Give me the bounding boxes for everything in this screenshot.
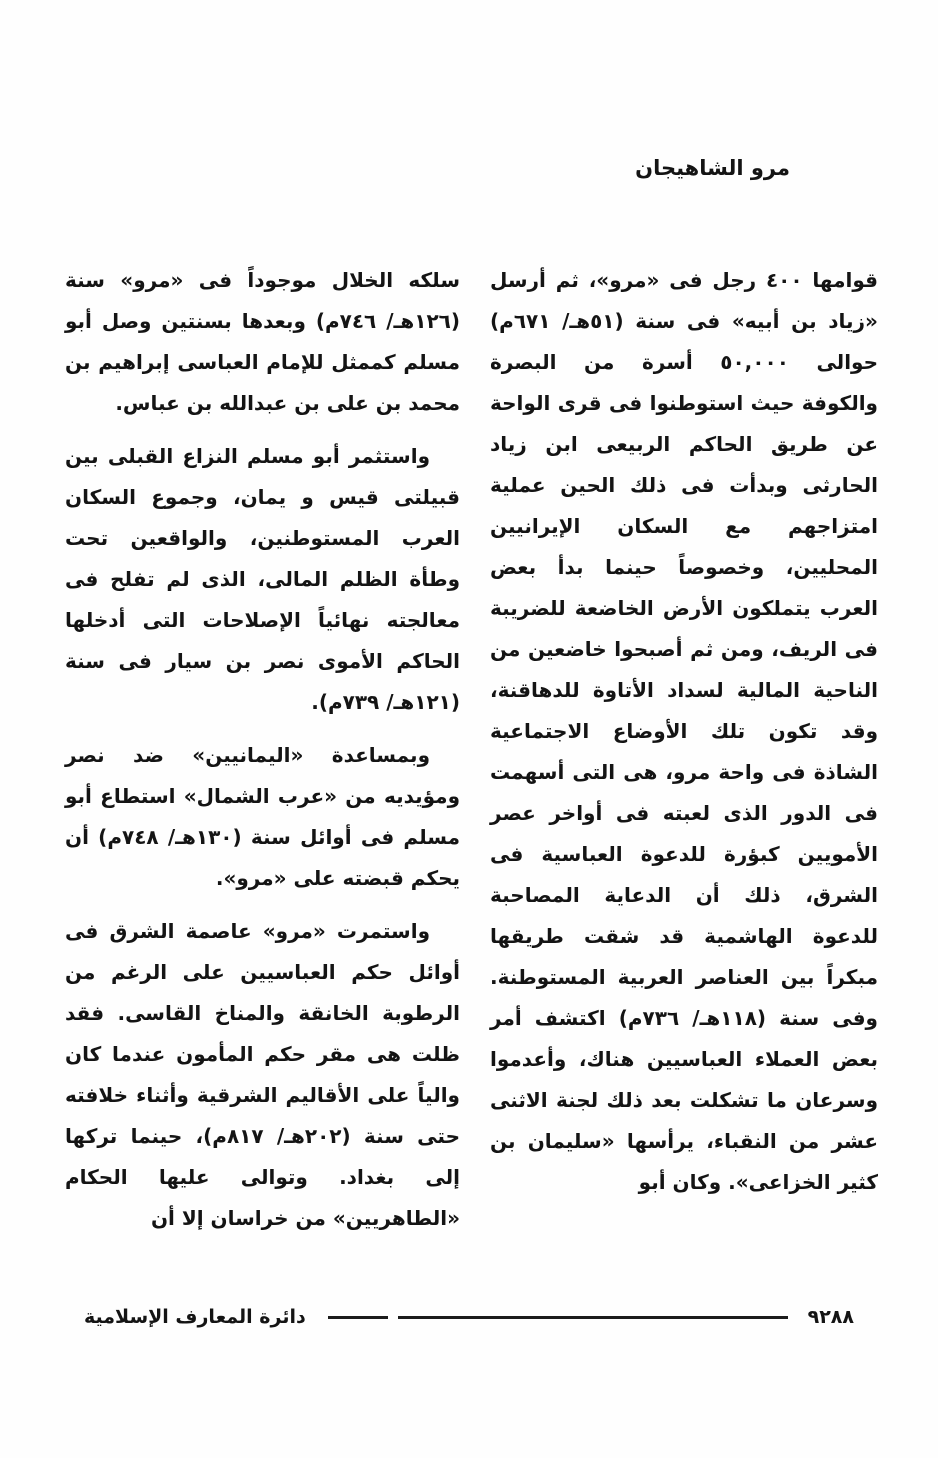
- column-right: [490, 260, 878, 1239]
- paragraph: سلكه الخلال موجوداً فى «مرو» سنة (١٢٦هـ/ ٧٤٦م) وبعدها بسنتين وصل أبو مسلم كممثل للإمام العباسى إبراهيم بن محمد بن على بن عبدالله بن عباس.: [65, 268, 460, 415]
- paragraph: وبمساعدة «اليمانيين» ضد نصر ومؤيديه من «عرب الشمال» استطاع أبو مسلم فى أوائل سنة (١٣٠هـ/ ٧٤٨م) أن يحكم قبضته على «مرو».: [65, 743, 461, 890]
- paragraph: واستمرت «مرو» عاصمة الشرق فى أوائل حكم العباسيين على الرغم من الرطوبة الخانقة والمناخ القاسى. فقد ظلت هى مقر حكم المأمون عندما كان والياً على الأقاليم الشرقية وأثناء خلافته حتى سنة (٢٠٢هـ/ ٨١٧م)، حينما تركها إلى بغداد. وتوالى عليها الحكام «الطاهريين» من خراسان إلا أن: [65, 919, 460, 1230]
- column-left: [65, 260, 460, 1239]
- page-body: [65, 260, 878, 1239]
- footer-page-number: ٩٢٨٨: [807, 1306, 854, 1328]
- page-footer: [84, 1306, 854, 1328]
- footer-rule-short: [328, 1316, 388, 1319]
- paragraph: قوامها ٤٠٠ رجل فى «مرو»، ثم أرسل «زياد بن أبيه» فى سنة (٥١هـ/ ٦٧١م) حوالى ٥٠,٠٠٠ أسرة من البصرة والكوفة حيث استوطنوا فى قرى الواحة عن طريق الحاكم الربيعى ابن زياد الحارثى وبدأت فى ذلك الحين عملية امتزاجهم مع السكان الإيرانيين المحليين، وخصوصاً حينما بدأ بعض العرب يتملكون الأرض الخاضعة للضريبة فى الريف، ومن ثم أصبحوا خاضعين من الناحية المالية لسداد الأتاوة للدهاقنة، وقد تكون تلك الأوضاع الاجتماعية الشاذة فى واحة مرو، هى التى أسهمت فى الدور الذى لعبته فى أواخر عصر الأمويين كبؤرة للدعوة العباسية فى الشرق، ذلك أن الدعاية المصاحبة للدعوة الهاشمية قد شقت طريقها مبكراً بين العناصر العربية المستوطنة. وفى سنة (١١٨هـ/ ٧٣٦م) اكتشف أمر بعض العملاء العباسيين هناك، وأعدموا وسرعان ما تشكلت بعد ذلك لجنة الاثنى عشر من النقباء، يرأسها «سليمان بن كثير الخزاعى». وكان أبو: [490, 268, 878, 1194]
- running-head-title: مرو الشاهيجان: [635, 156, 790, 180]
- paragraph: واستثمر أبو مسلم النزاع القبلى بين قبيلتى قيس و يمان، وجموع السكان العرب المستوطنين، والواقعين تحت وطأة الظلم المالى، الذى لم تفلح فى معالجته نهائياً الإصلاحات التى أدخلها الحاكم الأموى نصر بن سيار فى سنة (١٢١هـ/ ٧٣٩م).: [65, 444, 460, 714]
- footer-publication-title: دائرة المعارف الإسلامية: [84, 1306, 306, 1328]
- footer-rule-long: [398, 1316, 788, 1319]
